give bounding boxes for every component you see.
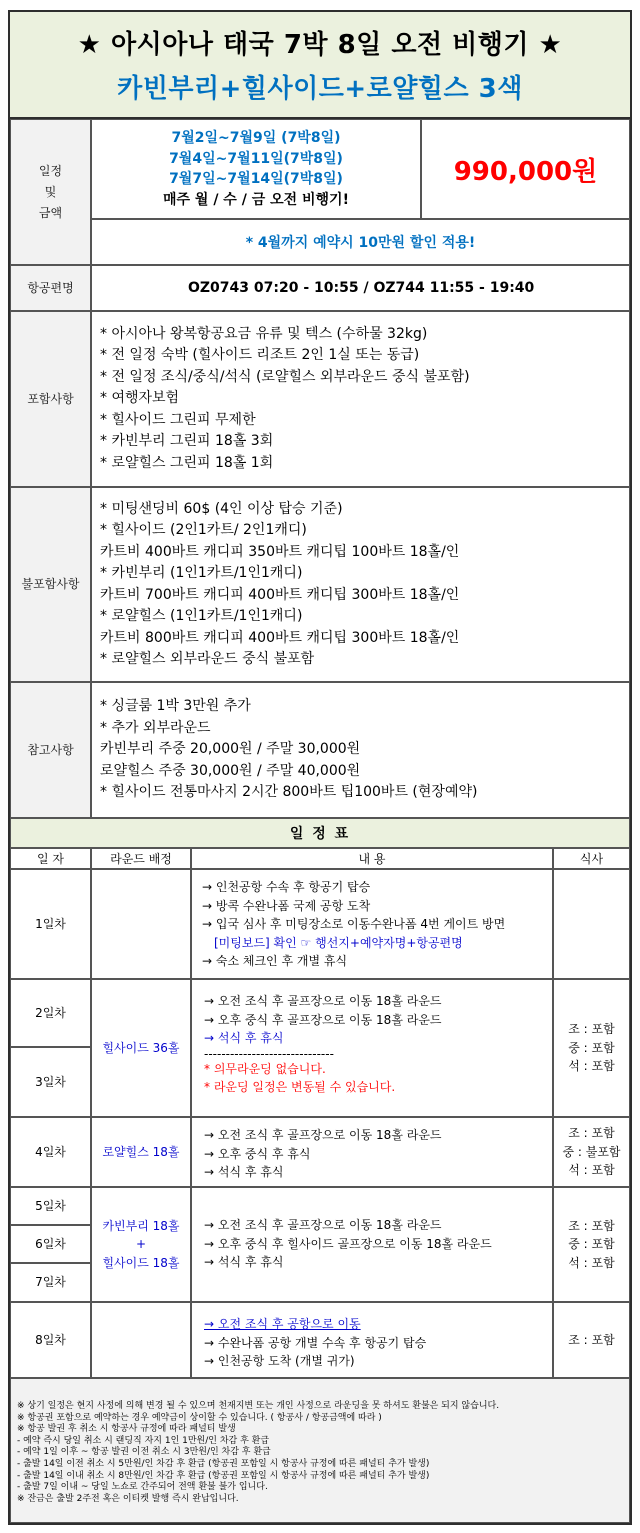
list-item: 카빈부리 주중 20,000원 / 주말 30,000원 xyxy=(100,741,361,758)
day-8-course xyxy=(91,1302,191,1378)
itinerary-line: → 오후 중식 후 골프장으로 이동 18홀 라운드 xyxy=(204,1012,442,1027)
day-6: 6일차 xyxy=(10,1225,91,1263)
list-item: * 싱글룸 1박 3만원 추가 xyxy=(100,698,251,715)
course-name: 카빈부리 18홀 xyxy=(102,1218,180,1233)
warning-line: * 라운딩 일정은 변동될 수 있습니다. xyxy=(204,1080,396,1094)
list-item: * 힐사이드 전통마사지 2시간 800바트 팁100바트 (현장예약) xyxy=(100,784,478,801)
day-2-3-content xyxy=(191,979,553,1117)
list-item: * 힐사이드 (2인1카트/ 2인1캐디) xyxy=(100,522,307,538)
list-item: * 카빈부리 그린피 18홀 3회 xyxy=(100,433,274,450)
itinerary-line: → 오전 조식 후 골프장으로 이동 18홀 라운드 xyxy=(204,994,442,1008)
warning-line: * 의무라운딩 없습니다. xyxy=(204,1061,326,1076)
excluded-list xyxy=(91,487,630,682)
list-item: 로얄힐스 주중 30,000원 / 주말 40,000원 xyxy=(100,762,361,779)
col-header-course: 라운드 배정 xyxy=(91,848,191,869)
itinerary-line: → 오전 조식 후 골프장으로 이동 18홀 라운드 xyxy=(204,1218,442,1232)
meal-line: 석 : 포함 xyxy=(568,1255,615,1270)
footnotes xyxy=(10,1378,630,1523)
list-item: * 카빈부리 (1인1카트/1인1캐디) xyxy=(100,565,303,581)
day-8-meals xyxy=(553,1302,630,1378)
meeting-board-line: [미팅보드] 확인 ☞ 행선지+예약자명+항공편명 xyxy=(214,935,463,950)
weekly-departure: 매주 월 / 수 / 금 오전 비행기! xyxy=(163,191,349,208)
meal-line: 중 : 불포함 xyxy=(562,1144,621,1159)
itinerary-line: → 오전 조식 후 공항으로 이동 xyxy=(204,1317,361,1331)
itinerary-document xyxy=(8,10,632,1525)
itinerary-line: → 입국 심사 후 미팅장소로 이동수완나폼 4번 게이트 방면 xyxy=(202,917,506,931)
label-line: 일정 xyxy=(38,163,63,178)
flight-label: 항공편명 xyxy=(10,265,91,311)
itinerary-line: → 석식 후 휴식 xyxy=(204,1255,284,1269)
day-4-content xyxy=(191,1117,553,1187)
col-header-meals: 식사 xyxy=(553,848,630,869)
list-item: 카트비 700바트 캐디피 400바트 캐디팁 300바트 18홀/인 xyxy=(100,586,460,603)
day-4-meals xyxy=(553,1117,630,1187)
meal-line: 조 : 포함 xyxy=(568,1126,615,1141)
list-item: * 전 일정 조식/중식/석식 (로얄힐스 외부라운드 중식 불포함) xyxy=(100,368,470,385)
label-line: 및 xyxy=(44,184,57,199)
meal-line: 석 : 포함 xyxy=(568,1059,615,1074)
date-range-2: 7월4일~7월11일(7박8일) xyxy=(169,150,343,167)
itinerary-line: → 인천공항 도착 (개별 귀가) xyxy=(204,1354,355,1368)
header xyxy=(10,12,630,119)
list-item: * 힐사이드 그린피 무제한 xyxy=(100,411,256,428)
meal-line: 조 : 포함 xyxy=(568,1218,615,1233)
page-subtitle: 카빈부리+힐사이드+로얄힐스 3색 xyxy=(117,74,523,104)
footnote: ※ 잔금은 출발 2주전 혹은 이티켓 발행 즉시 완납입니다. xyxy=(17,1493,239,1504)
list-item: * 추가 외부라운드 xyxy=(100,719,211,736)
footnote: - 출발 14일 이내 취소 시 8만원/인 차감 후 환급 (항공권 포함일 시 항공사 규정에 따른 패널티 추가 발생) xyxy=(17,1470,430,1481)
course-name: 힐사이드 18홀 xyxy=(102,1255,180,1270)
included-label: 포함사항 xyxy=(10,311,91,487)
footnote: - 출발 14일 이전 취소 시 5만원/인 차감 후 환급 (항공권 포함일 시 항공사 규정에 따른 패널티 추가 발생) xyxy=(17,1458,430,1469)
itinerary-line: → 수완나폼 공항 개별 수속 후 항공기 탑승 xyxy=(204,1335,427,1350)
day-8: 8일차 xyxy=(10,1302,91,1378)
price: 990,000원 xyxy=(453,156,598,187)
meal-line: 중 : 포함 xyxy=(568,1040,615,1055)
day-1-meals xyxy=(553,869,630,979)
discount-note: * 4월까지 예약시 10만원 할인 적용! xyxy=(245,235,476,251)
day-4-course xyxy=(91,1117,191,1187)
included-list xyxy=(91,311,630,487)
footnote: - 예약 즉시 당일 취소 시 랜딩직 자지 1인 1만원/인 차감 후 환급 xyxy=(17,1435,270,1446)
schedule-dates xyxy=(91,119,421,219)
list-item: * 미팅샌딩비 60$ (4인 이상 탑승 기준) xyxy=(100,500,343,517)
notes-list xyxy=(91,682,630,818)
day-1-content xyxy=(191,869,553,979)
label-line: 금액 xyxy=(38,205,63,220)
col-header-day: 일 자 xyxy=(10,848,91,869)
list-item: * 전 일정 숙박 (힐사이드 리조트 2인 1실 또는 동급) xyxy=(100,347,420,364)
day-2-3-course xyxy=(91,979,191,1117)
date-range-3: 7월7일~7월14일(7박8일) xyxy=(169,171,343,187)
day-1-course xyxy=(91,869,191,979)
col-header-content: 내 용 xyxy=(191,848,553,869)
list-item: * 로얄힐스 그린피 18홀 1회 xyxy=(100,454,274,471)
meal-line: 중 : 포함 xyxy=(568,1237,615,1252)
footnote: ※ 상기 일정은 현지 사정에 의해 변경 될 수 있으며 천재지변 또는 개인 사정으로 라운딩을 못 하셔도 환불은 되지 않습니다. xyxy=(17,1401,500,1411)
price-cell xyxy=(421,119,630,219)
day-8-content xyxy=(191,1302,553,1378)
list-item: * 여행자보험 xyxy=(100,390,180,407)
day-5-7-course xyxy=(91,1187,191,1302)
itinerary-line: → 오후 중식 후 힐사이드 골프장으로 이동 18홀 라운드 xyxy=(204,1236,492,1251)
day-5-7-content xyxy=(191,1187,553,1302)
flight-info: OZ0743 07:20 - 10:55 / OZ744 11:55 - 19:40 xyxy=(91,265,630,311)
itinerary-line: → 석식 후 휴식 xyxy=(204,1031,284,1045)
course-name: 힐사이드 36홀 xyxy=(102,1040,180,1055)
itinerary-line: → 방콕 수완나폼 국제 공항 도착 xyxy=(202,898,371,913)
itinerary-line: → 오후 중식 후 휴식 xyxy=(204,1146,311,1161)
day-1: 1일차 xyxy=(10,869,91,979)
page-title: ★ 아시아나 태국 7박 8일 오전 비행기 ★ xyxy=(77,30,563,60)
itinerary-line: → 숙소 체크인 후 개별 휴식 xyxy=(202,954,348,968)
day-5: 5일차 xyxy=(10,1187,91,1225)
footnote: ※ 항공권 포함으로 예약하는 경우 예약금이 상이할 수 있습니다. ( 항공사 / 항공금액에 따라 ) xyxy=(17,1412,382,1423)
discount-cell xyxy=(91,219,630,265)
meal-line: 조 : 포함 xyxy=(568,1332,615,1347)
itinerary-line: → 석식 후 휴식 xyxy=(204,1165,284,1179)
day-3: 3일차 xyxy=(10,1047,91,1117)
meal-line: 조 : 포함 xyxy=(568,1022,615,1037)
itinerary-line: → 오전 조식 후 골프장으로 이동 18홀 라운드 xyxy=(204,1128,442,1142)
footnote: ※ 항공 발권 후 취소 시 항공사 규정에 따라 패널티 발생 xyxy=(17,1424,236,1435)
course-name: 로얄힐스 18홀 xyxy=(102,1144,180,1159)
list-item: 카트비 400바트 캐디피 350바트 캐디팁 100바트 18홀/인 xyxy=(100,543,460,560)
day-4: 4일차 xyxy=(10,1117,91,1187)
day-7: 7일차 xyxy=(10,1263,91,1302)
list-item: 카트비 800바트 캐디피 400바트 캐디팁 300바트 18홀/인 xyxy=(100,629,460,646)
footnote: - 예약 1일 이후 ~ 항공 발권 이전 취소 시 3만원/인 차감 후 환급 xyxy=(17,1447,271,1458)
divider-line: ------------------------------ xyxy=(204,1047,334,1060)
excluded-label: 불포함사항 xyxy=(10,487,91,682)
itinerary-line: → 인천공항 수속 후 항공기 탑승 xyxy=(202,880,371,894)
day-2-3-meals xyxy=(553,979,630,1117)
meal-line: 석 : 포함 xyxy=(568,1163,615,1178)
list-item: * 아시아나 왕복항공요금 유류 및 텍스 (수하물 32kg) xyxy=(100,325,428,342)
date-range-1: 7월2일~7월9일 (7박8일) xyxy=(171,130,341,146)
list-item: * 로얄힐스 (1인1카트/1인1캐디) xyxy=(100,608,303,624)
day-2: 2일차 xyxy=(10,979,91,1047)
itinerary-title: 일 정 표 xyxy=(10,818,630,848)
footnote: - 출발 7일 이내 ~ 당일 노쇼로 간주되어 전액 환불 불가 입니다. xyxy=(17,1482,268,1493)
list-item: * 로얄힐스 외부라운드 중식 불포함 xyxy=(100,651,315,667)
day-5-7-meals xyxy=(553,1187,630,1302)
schedule-price-label xyxy=(10,119,91,265)
course-plus: + xyxy=(135,1237,147,1252)
notes-label: 참고사항 xyxy=(10,682,91,818)
